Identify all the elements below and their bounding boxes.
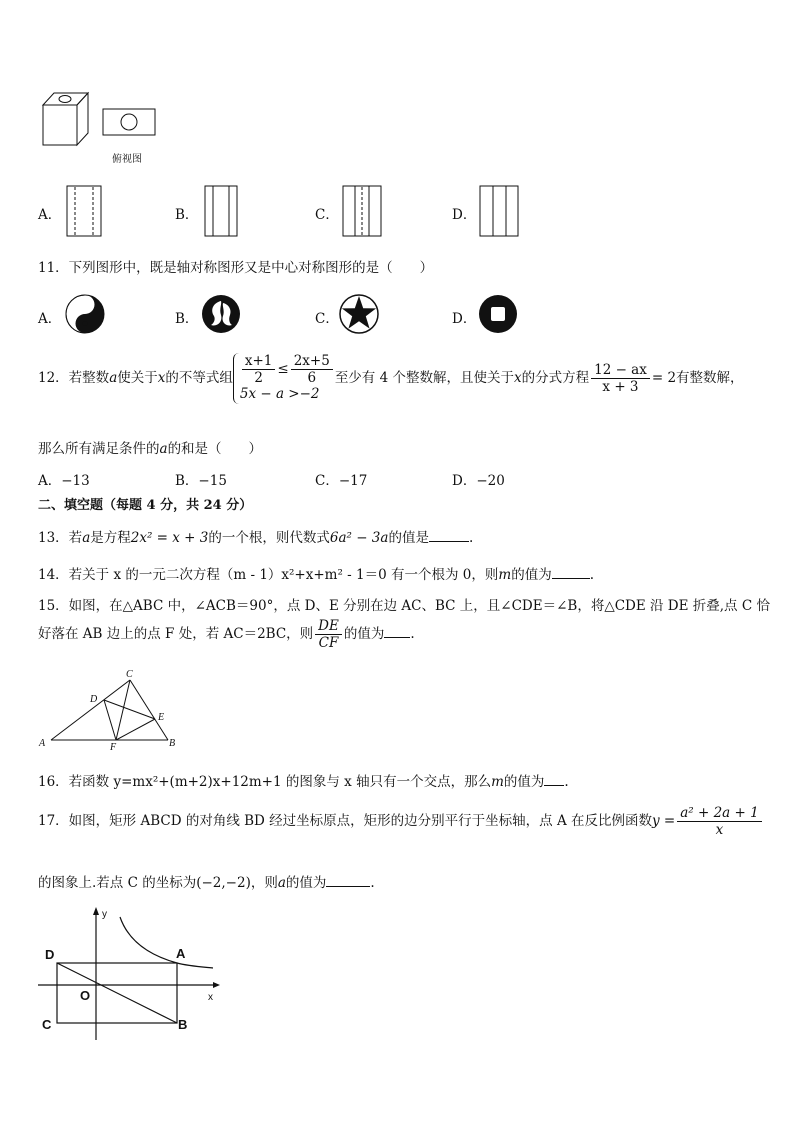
q12-option-d: D．−20 xyxy=(452,473,505,489)
q12-line2: 那么所有满足条件的a的和是（ ） xyxy=(38,441,263,457)
q10-option-c-label: C． xyxy=(315,207,339,223)
q10-solid-figure xyxy=(40,90,96,148)
q16-line: 16．若函数 y=mx²+(m+2)x+12m+1 的图象与 x 轴只有一个交点，那么m的值为 . xyxy=(38,774,569,790)
q17-label-c: C xyxy=(42,1017,52,1032)
q10-option-d-label: D． xyxy=(452,207,477,223)
q12-inequality-system: $\frac{x+1}{2}$ ≤ $\frac{2x+5}{6}$ 5x − a >−2 xyxy=(233,353,335,404)
q11-option-b-label: B． xyxy=(175,311,199,327)
q17-line1: 17．如图，矩形 ABCD 的对角线 BD 经过坐标原点，矩形的边分别平行于坐标轴，点 A 在反比例函数y = $\frac{\text{a² + 2a + 1}}{x}$ xyxy=(38,805,764,838)
q15-label-f: F xyxy=(110,742,117,752)
q13-line: 13．若a是方程2x² = x + 3的一个根，则代数式6a² − 3a的值是 . xyxy=(38,530,474,546)
q13-answer-blank[interactable] xyxy=(429,529,469,542)
q15-label-e: E xyxy=(158,712,165,723)
q15-line2: 好落在 AB 边上的点 F 处，若 AC＝2BC，则 $\frac{DE}{CF}$ 的值为 . xyxy=(38,618,415,652)
q10-option-c-figure xyxy=(342,185,382,237)
q10-top-view xyxy=(102,108,156,136)
q17-coordinate-figure xyxy=(38,905,228,1040)
q16-answer-blank[interactable] xyxy=(544,773,564,786)
q15-line1: 15．如图，在△ABC 中，∠ACB＝90°，点 D、E 分别在边 AC、BC 上，且∠CDE＝∠B，将△CDE 沿 DE 折叠,点 C 恰 xyxy=(38,598,770,614)
q15-triangle-figure xyxy=(35,668,185,752)
q10-option-a-figure xyxy=(66,185,102,237)
q15-label-a: A xyxy=(39,738,46,749)
q10-view-label: 俯视图 xyxy=(112,154,142,165)
star-in-circle-icon xyxy=(339,294,379,334)
q17-label-b: B xyxy=(178,1017,188,1032)
q15-label-c: C xyxy=(126,669,133,680)
q15-fraction: $\frac{DE}{CF}$ xyxy=(315,618,342,651)
q12-option-a: A．−13 xyxy=(38,473,90,489)
q17-answer-blank[interactable] xyxy=(326,874,370,887)
section-title: 二、填空题（每题 4 分，共 24 分） xyxy=(38,498,253,513)
q14-line: 14．若关于 x 的一元二次方程（m - 1）x²+x+m² - 1＝0 有一个根为 0，则m的值为 . xyxy=(38,567,594,583)
q10-option-b-figure xyxy=(204,185,238,237)
q12-option-c: C．−17 xyxy=(315,473,368,489)
q11-option-a-label: A． xyxy=(38,311,62,327)
q17-label-o: O xyxy=(80,988,91,1003)
q17-label-x: x xyxy=(208,992,213,1003)
q17-line2: 的图象上.若点 C 的坐标为(−2,−2)，则a的值为 . xyxy=(38,875,375,891)
q11-option-d-label: D． xyxy=(452,311,477,327)
swirl-circle-icon xyxy=(201,294,241,334)
square-hole-coin-icon xyxy=(478,294,518,334)
q17-label-a: A xyxy=(176,946,186,961)
yin-yang-icon xyxy=(65,294,105,334)
q15-label-b: B xyxy=(169,738,176,749)
q15-answer-blank[interactable] xyxy=(384,625,410,638)
q14-answer-blank[interactable] xyxy=(552,566,590,579)
q15-label-d: D xyxy=(90,694,98,705)
q12-option-b: B．−15 xyxy=(175,473,227,489)
q10-option-a-label: A． xyxy=(38,207,62,223)
q11-option-c-label: C． xyxy=(315,311,339,327)
q17-label-d: D xyxy=(45,947,55,962)
q17-function-fraction: $\frac{\text{a² + 2a + 1}}{x}$ xyxy=(677,805,761,838)
q17-label-y: y xyxy=(102,909,107,920)
q10-option-d-figure xyxy=(479,185,519,237)
q10-option-b-label: B． xyxy=(175,207,199,223)
q12-line1: 12．若整数a使关于x的不等式组 $\frac{x+1}{2}$ ≤ $\frac{2x+5}{6}$ 5x − a >−2 至少有 4 个整数解，且使关于x的分式方程 $\frac{12 - ax}{x + 3}$ = 2有整数解， xyxy=(38,353,744,403)
q12-fraction-equation: $\frac{12 - ax}{x + 3}$ xyxy=(591,362,650,395)
q11-stem: 11．下列图形中，既是轴对称图形又是中心对称图形的是（ ） xyxy=(38,260,434,276)
